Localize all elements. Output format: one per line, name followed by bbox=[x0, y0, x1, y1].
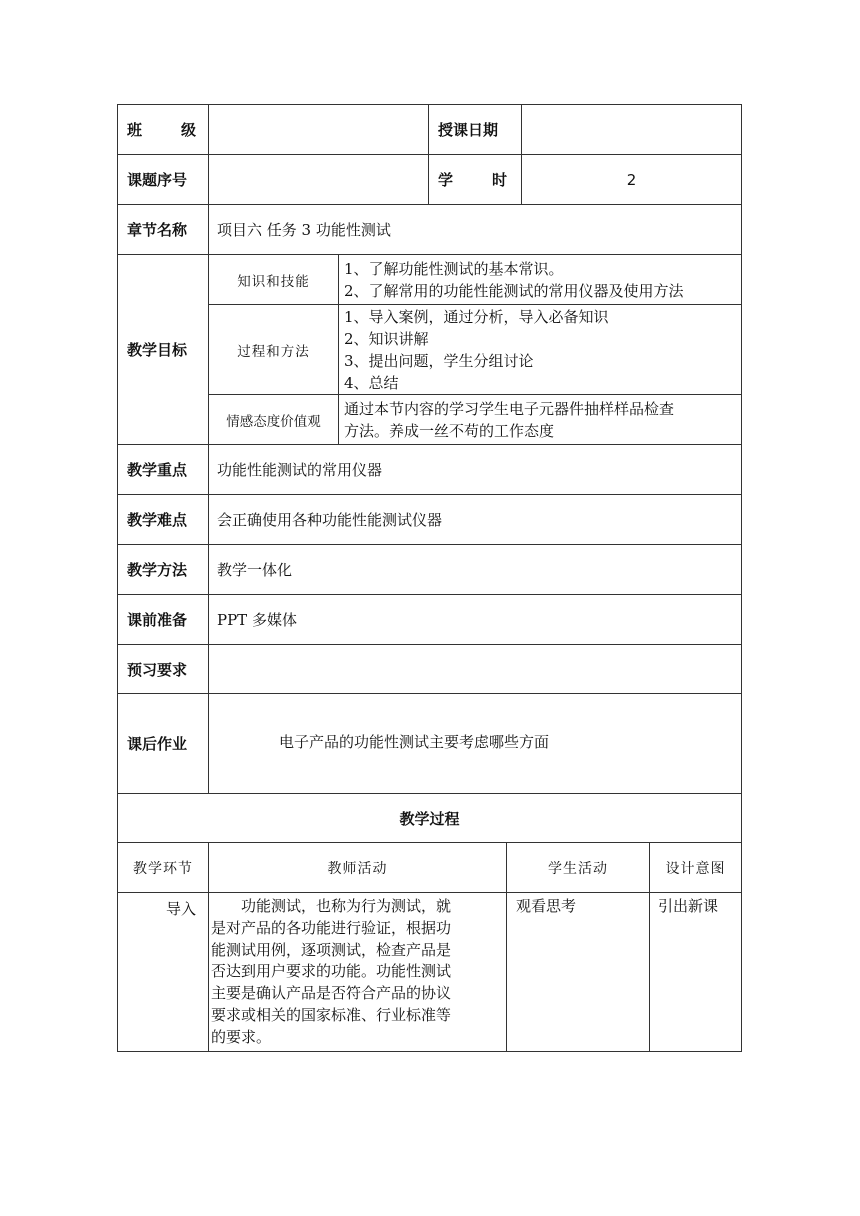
process-label: 过程和方法 bbox=[209, 305, 339, 395]
process-list bbox=[339, 305, 742, 395]
method-value: 教学一体化 bbox=[209, 545, 742, 595]
row-topic-hours bbox=[118, 155, 742, 205]
process-title: 教学过程 bbox=[118, 794, 742, 843]
row-class-date bbox=[118, 105, 742, 155]
teacher-activity-cell bbox=[209, 893, 507, 1052]
topic-no-label: 课题序号 bbox=[118, 155, 209, 205]
knowledge-list bbox=[339, 255, 742, 305]
key-point-label: 教学重点 bbox=[118, 445, 209, 495]
teacher-activity-line: 是对产品的各功能进行验证，根据功 bbox=[211, 918, 452, 937]
teacher-activity-line: 否达到用户要求的功能。功能性测试 bbox=[211, 962, 452, 981]
preview-label: 预习要求 bbox=[118, 645, 209, 694]
column-header-intent: 设计意图 bbox=[650, 843, 742, 893]
knowledge-item: 1、了解功能性测试的基本常识。 bbox=[344, 259, 564, 278]
chapter-label: 章节名称 bbox=[118, 205, 209, 255]
teacher-activity-line: 的要求。 bbox=[211, 1027, 272, 1046]
teacher-activity-line: 功能测试，也称为行为测试，就 bbox=[211, 897, 452, 915]
class-value bbox=[209, 105, 429, 155]
knowledge-label: 知识和技能 bbox=[209, 255, 339, 305]
preparation-label: 课前准备 bbox=[118, 595, 209, 645]
process-row bbox=[118, 893, 742, 1052]
teacher-activity-line: 要求或相关的国家标准、行业标准等 bbox=[211, 1005, 452, 1024]
column-header-stage: 教学环节 bbox=[118, 843, 209, 893]
process-title-row bbox=[118, 794, 742, 843]
method-label: 教学方法 bbox=[118, 545, 209, 595]
process-item: 3、提出问题，学生分组讨论 bbox=[344, 351, 534, 370]
preview-value bbox=[209, 645, 742, 694]
class-label-char-2: 级 bbox=[180, 121, 196, 139]
attitude-list bbox=[339, 395, 742, 445]
row-objective-knowledge bbox=[118, 255, 742, 305]
row-objective-process bbox=[118, 305, 742, 395]
class-label-char-1: 班 bbox=[127, 121, 143, 139]
column-header-student: 学生活动 bbox=[507, 843, 650, 893]
stage-cell: 导入 bbox=[118, 893, 209, 1052]
key-point-value: 功能性能测试的常用仪器 bbox=[209, 445, 742, 495]
row-chapter bbox=[118, 205, 742, 255]
preparation-value: PPT 多媒体 bbox=[209, 595, 742, 645]
row-objective-attitude bbox=[118, 395, 742, 445]
process-header-row bbox=[118, 843, 742, 893]
homework-label: 课后作业 bbox=[118, 694, 209, 794]
knowledge-item: 2、了解常用的功能性能测试的常用仪器及使用方法 bbox=[344, 281, 684, 300]
row-key-point bbox=[118, 445, 742, 495]
hours-label-cell bbox=[429, 155, 522, 205]
hours-value: 2 bbox=[522, 155, 742, 205]
objectives-label: 教学目标 bbox=[118, 255, 209, 445]
row-method bbox=[118, 545, 742, 595]
process-item: 4、总结 bbox=[344, 373, 399, 392]
attitude-label: 情感态度价值观 bbox=[209, 395, 339, 445]
class-label-cell bbox=[118, 105, 209, 155]
row-preparation bbox=[118, 595, 742, 645]
hours-label-char-2: 时 bbox=[491, 171, 507, 189]
row-homework bbox=[118, 694, 742, 794]
hours-label-char-1: 学 bbox=[438, 171, 454, 189]
difficulty-value: 会正确使用各种功能性能测试仪器 bbox=[209, 495, 742, 545]
column-header-teacher: 教师活动 bbox=[209, 843, 507, 893]
teacher-activity-line: 能测试用例，逐项测试，检查产品是 bbox=[211, 940, 452, 959]
topic-no-value bbox=[209, 155, 429, 205]
student-activity-cell: 观看思考 bbox=[507, 893, 650, 1052]
row-difficulty bbox=[118, 495, 742, 545]
attitude-item: 通过本节内容的学习学生电子元器件抽样样品检查 bbox=[344, 399, 675, 418]
chapter-value: 项目六 任务 3 功能性测试 bbox=[209, 205, 742, 255]
date-value bbox=[522, 105, 742, 155]
teacher-activity-line: 主要是确认产品是否符合产品的协议 bbox=[211, 984, 452, 1003]
process-item: 2、知识讲解 bbox=[344, 329, 429, 348]
row-preview bbox=[118, 645, 742, 694]
teaching-process-table bbox=[117, 793, 742, 1052]
process-item: 1、导入案例，通过分析，导入必备知识 bbox=[344, 307, 609, 326]
homework-value: 电子产品的功能性测试主要考虑哪些方面 bbox=[209, 694, 742, 794]
attitude-item: 方法。养成一丝不苟的工作态度 bbox=[344, 421, 555, 440]
lesson-info-table bbox=[117, 104, 742, 794]
design-intent-cell: 引出新课 bbox=[650, 893, 742, 1052]
date-label: 授课日期 bbox=[429, 105, 522, 155]
difficulty-label: 教学难点 bbox=[118, 495, 209, 545]
